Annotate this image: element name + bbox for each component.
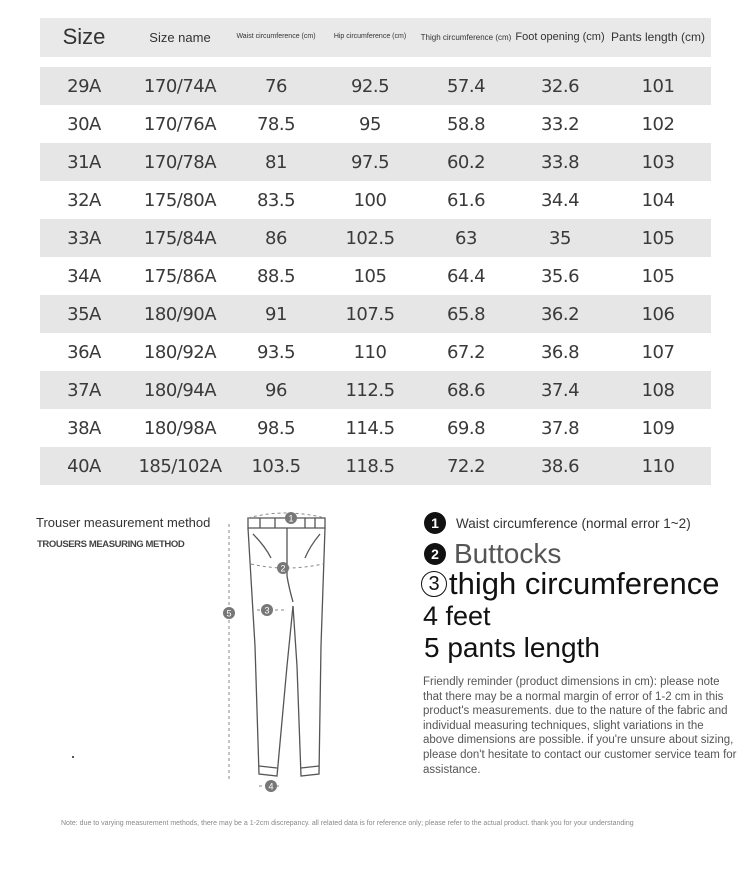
table-cell: 104 [641,189,675,211]
table-cell: 64.4 [446,265,486,287]
table-cell: 35 [549,227,571,249]
table-cell: 37A [67,379,101,401]
table-cell: 37.8 [540,417,580,439]
legend-pants-length: 5 pants length [424,632,600,663]
table-cell: 112.5 [345,379,395,401]
table-cell: 68.6 [446,379,486,401]
table-cell: 98.5 [256,417,296,439]
table-cell: 175/86A [143,265,217,287]
table-cell: 38.6 [540,455,580,477]
table-cell: 107.5 [345,303,395,325]
legend-buttocks-label: Buttocks [454,538,562,569]
header-cell: Thigh circumference (cm) [420,32,512,42]
legend-waist [424,512,691,534]
table-row [40,105,711,143]
table-cell: 35A [67,303,101,325]
table-row [40,257,711,295]
table-cell: 38A [67,417,101,439]
table-cell: 170/78A [143,151,217,173]
marker-3: 3 [264,605,270,616]
table-cell: 92.5 [350,75,390,97]
table-cell: 78.5 [256,113,296,135]
table-row [40,409,711,447]
size-chart-table [40,18,711,477]
table-cell: 110 [641,455,675,477]
table-cell: 106 [641,303,675,325]
table-cell: 105 [353,265,387,287]
table-cell: 170/74A [143,75,217,97]
table-cell: 103.5 [251,455,301,477]
table-cell: 101 [641,75,675,97]
table-cell: 180/92A [143,341,217,363]
stray-dot [72,756,74,758]
legend-feet: 4 feet [423,601,491,631]
table-cell: 100 [353,189,387,211]
table-cell: 37.4 [540,379,580,401]
number-1-icon: 1 [424,512,446,534]
table-row [40,181,711,219]
table-cell: 30A [67,113,101,135]
marker-1: 1 [288,513,294,524]
table-cell: 96 [265,379,287,401]
table-cell: 32A [67,189,101,211]
table-cell: 36.8 [540,341,580,363]
table-cell: 40A [67,455,101,477]
table-header [40,18,711,57]
trouser-diagram [215,506,345,796]
marker-5: 5 [226,608,232,619]
table-cell: 58.8 [446,113,486,135]
table-cell: 180/90A [143,303,217,325]
table-cell: 72.2 [446,455,486,477]
table-cell: 95 [359,113,381,135]
header-cell: Waist circumference (cm) [236,33,316,41]
table-cell: 110 [353,341,387,363]
header-cell: Foot opening (cm) [515,30,605,43]
table-cell: 102.5 [345,227,395,249]
table-cell: 175/84A [143,227,217,249]
table-cell: 83.5 [256,189,296,211]
legend-thigh [421,566,720,602]
legend-thigh-label: thigh circumference [449,566,720,601]
table-cell: 114.5 [345,417,395,439]
table-cell: 61.6 [446,189,486,211]
table-cell: 34.4 [540,189,580,211]
table-cell: 57.4 [446,75,486,97]
table-cell: 170/76A [143,113,217,135]
table-cell: 107 [641,341,675,363]
table-cell: 65.8 [446,303,486,325]
table-cell: 118.5 [345,455,395,477]
table-cell: 31A [67,151,101,173]
header-cell: Size [62,24,106,50]
table-row [40,295,711,333]
marker-2: 2 [280,563,286,574]
table-cell: 33.2 [540,113,580,135]
header-cell: Pants length (cm) [610,30,706,45]
header-cell: Hip circumference (cm) [333,33,407,41]
table-cell: 32.6 [540,75,580,97]
marker-4: 4 [268,781,274,792]
table-row [40,371,711,409]
table-cell: 69.8 [446,417,486,439]
table-cell: 175/80A [143,189,217,211]
table-cell: 185/102A [138,455,222,477]
table-cell: 63 [455,227,477,249]
table-cell: 86 [265,227,287,249]
header-cell: Size name [149,29,211,45]
table-row [40,67,711,105]
table-cell: 88.5 [256,265,296,287]
number-3-icon: 3 [421,571,447,597]
measurement-title: Trouser measurement method [36,515,211,530]
table-cell: 34A [67,265,101,287]
table-row [40,219,711,257]
table-cell: 33.8 [540,151,580,173]
table-cell: 180/94A [143,379,217,401]
table-cell: 36A [67,341,101,363]
table-cell: 33A [67,227,101,249]
table-cell: 103 [641,151,675,173]
table-cell: 29A [67,75,101,97]
number-2-icon: 2 [424,543,446,565]
table-cell: 93.5 [256,341,296,363]
legend-waist-label: Waist circumference (normal error 1~2) [456,515,691,531]
friendly-reminder: Friendly reminder (product dimensions in cm): please note that there may be a normal margin of error of 1-2 cm in this product's measurements. due to the nature of the fabric and individual measuring techniques, slight variations in the above dimensions are possible. if you're unsure about sizing, please don't hesitate to contact our customer service team for assistance. [423,676,737,776]
table-cell: 76 [265,75,287,97]
table-cell: 108 [641,379,675,401]
table-cell: 36.2 [540,303,580,325]
table-cell: 91 [265,303,287,325]
measurement-subtitle: TROUSERS MEASURING METHOD [37,539,185,550]
table-cell: 97.5 [350,151,390,173]
table-row [40,447,711,485]
table-cell: 105 [641,265,675,287]
table-cell: 60.2 [446,151,486,173]
footnote: Note: due to varying measurement methods, there may be a 1-2cm discrepancy. all related data is for reference only; please refer to the actual product. thank you for your understanding [61,820,634,827]
table-cell: 35.6 [540,265,580,287]
table-cell: 109 [641,417,675,439]
table-row [40,333,711,371]
table-row [40,143,711,181]
table-cell: 67.2 [446,341,486,363]
table-cell: 105 [641,227,675,249]
table-cell: 102 [641,113,675,135]
table-cell: 180/98A [143,417,217,439]
table-cell: 81 [265,151,287,173]
